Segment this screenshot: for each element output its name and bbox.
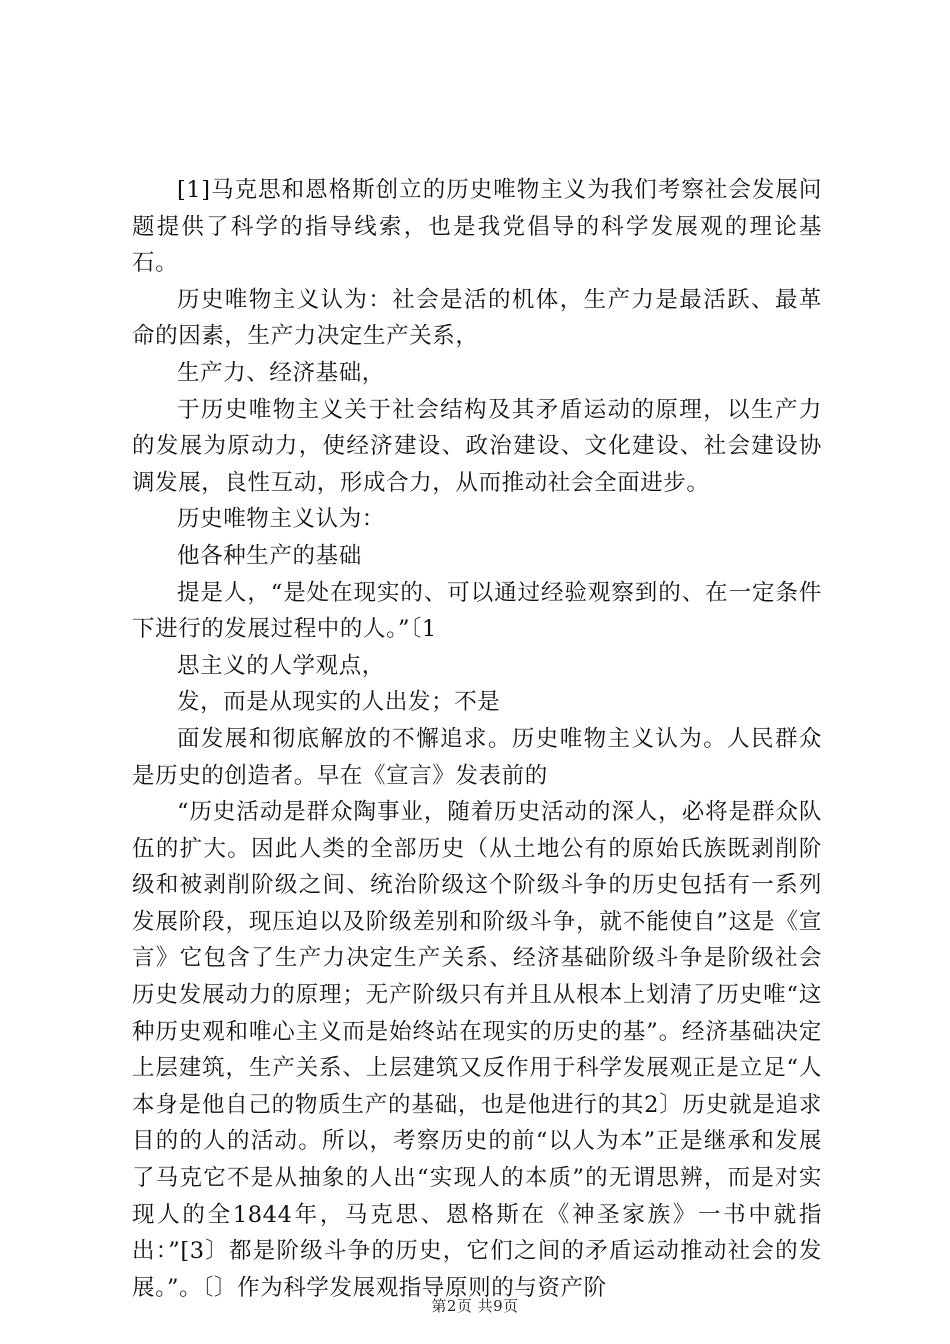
document-body (132, 172, 822, 1306)
paragraph-10: 面发展和彻底解放的不懈追求。历史唯物主义认为。人民群众是历史的创造者。早在《宣言》发表前的 (132, 725, 822, 789)
paragraph-4: 于历史唯物主义关于社会结构及其矛盾运动的原理，以生产力的发展为原动力，使经济建设、政治建设、文化建设、社会建设协调发展，良性互动，形成合力，从而推动社会全面进步。 (132, 396, 822, 496)
paragraph-2: 历史唯物主义认为：社会是活的机体，生产力是最活跃、最革命的因素，生产力决定生产关系， (132, 286, 822, 350)
paragraph-11: “历史活动是群众陶事业，随着历史活动的深人，必将是群众队伍的扩大。因此人类的全部历史（从土地公有的原始氏族既剥削阶级和被剥削阶级之间、统治阶级这个阶级斗争的历史包括有一系列发展阶段，现压迫以及阶级差别和阶级斗争，就不能使自”这是《宣言》它包含了生产力决定生产关系、经济基础阶级斗争是阶级社会历史发展动力的原理；无产阶级只有并且从根本上划清了历史唯“这种历史观和唯心主义而是始终站在现实的历史的基”。经济基础决定上层建筑，生产关系、上层建筑又反作用于科学发展观正是立足“人本身是他自己的物质生产的基础，也是他进行的其2〕历史就是追求目的的人的活动。所以，考察历史的前“以人为本”正是继承和发展了马克它不是从抽象的人出“实现人的本质”的无谓思辨，而是对实现人的全1844年，马克思、恩格斯在《神圣家族》一书中就指出：”[3〕都是阶级斗争的历史，它们之间的矛盾运动推动社会的发展。”。〔〕作为科学发展观指导原则的与资产阶 (132, 799, 822, 1301)
paragraph-5: 历史唯物主义认为： (177, 506, 385, 533)
paragraph-6: 他各种生产的基础 (177, 542, 362, 569)
paragraph-9: 发，而是从现实的人出发；不是 (177, 689, 501, 716)
paragraph-7: 提是人，“是处在现实的、可以通过经验观察到的、在一定条件下进行的发展过程中的人。”〔1 (132, 579, 822, 643)
page-footer: 第2页 共9页 (431, 1297, 519, 1315)
paragraph-8: 思主义的人学观点， (177, 652, 385, 679)
paragraph-3: 生产力、经济基础， (177, 359, 385, 386)
paragraph-1: [1]马克思和恩格斯创立的历史唯物主义为我们考察社会发展问题提供了科学的指导线索，也是我党倡导的科学发展观的理论基石。 (132, 177, 822, 277)
